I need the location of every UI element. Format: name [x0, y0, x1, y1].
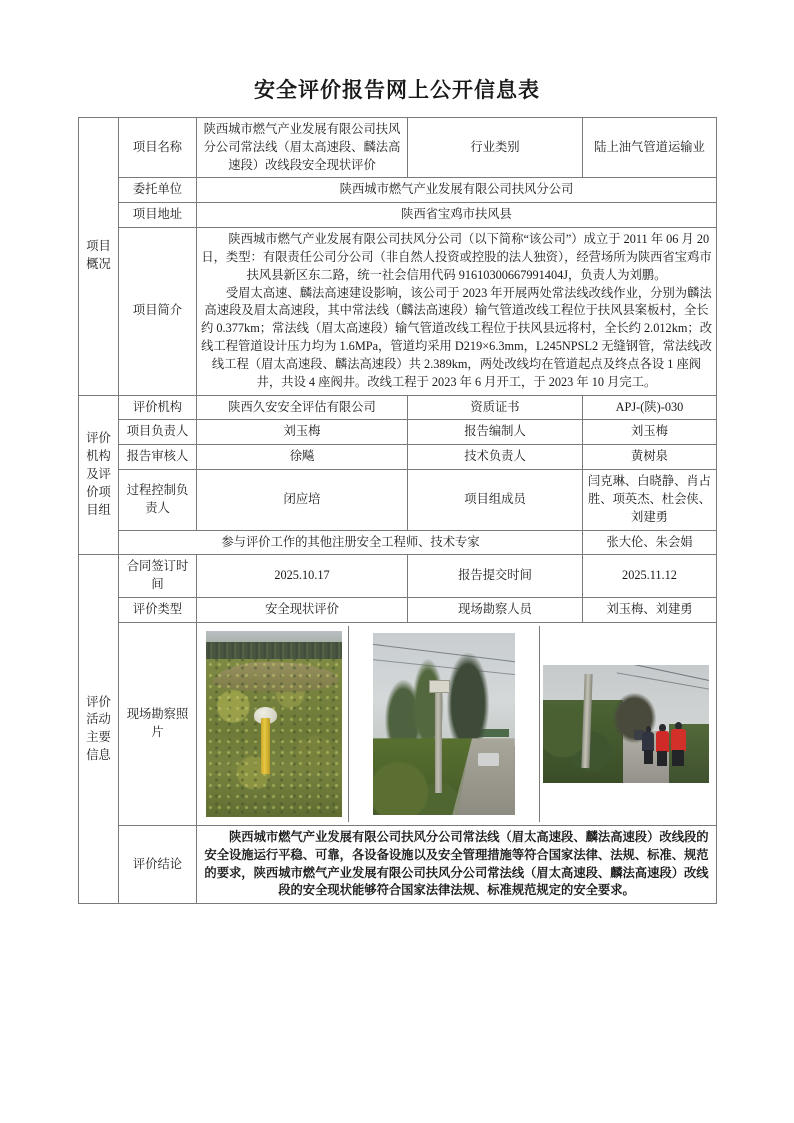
photo-pipeline-marker-field [206, 631, 342, 817]
table-row-conclusion [79, 825, 717, 903]
value-contract-sign-time: 2025.10.17 [197, 555, 408, 598]
label-qualification-cert: 资质证书 [408, 395, 583, 420]
table-row-process-control [79, 470, 717, 530]
table-row-report-reviewer [79, 445, 717, 470]
value-industry-category: 陆上油气管道运输业 [583, 118, 717, 178]
table-row-other-experts [79, 530, 717, 555]
label-report-preparer: 报告编制人 [408, 420, 583, 445]
label-site-survey-staff: 现场勘察人员 [408, 598, 583, 623]
photo-cell-3 [540, 626, 712, 822]
label-process-control-leader: 过程控制负责人 [119, 470, 197, 530]
table-row-agency [79, 395, 717, 420]
value-team-members: 闫克琳、白晓静、肖占胜、项英杰、杜会侠、刘建勇 [583, 470, 717, 530]
project-brief-paragraph-1: 陕西城市燃气产业发展有限公司扶风分公司（以下简称“该公司”）成立于 2011 年 06 月 20 日，类型：有限责任公司分公司（非自然人投资或控股的法人独资），经营场所为陕西省宝鸡市扶风县新区东二路，统一社会信用代码 91610300667991404J，负责人为刘鹏。 [201, 232, 712, 282]
label-client-unit: 委托单位 [119, 178, 197, 203]
value-process-control-leader: 闭应培 [197, 470, 408, 530]
label-report-reviewer: 报告审核人 [119, 445, 197, 470]
photo-marker-post-roadside [373, 633, 515, 815]
value-site-survey-staff: 刘玉梅、刘建勇 [583, 598, 717, 623]
value-other-experts: 张大伦、朱会娟 [583, 530, 717, 555]
label-industry-category: 行业类别 [408, 118, 583, 178]
value-qualification-cert: APJ-(陕)-030 [583, 395, 717, 420]
group-label-project-overview: 项目概况 [79, 118, 119, 396]
label-evaluation-type: 评价类型 [119, 598, 197, 623]
table-row-project-leader [79, 420, 717, 445]
value-project-leader: 刘玉梅 [197, 420, 408, 445]
conclusion-paragraph: 陕西城市燃气产业发展有限公司扶风分公司常法线（眉太高速段、麟法高速段）改线段的安全设施运行平稳、可靠，各设备设施以及安全管理措施等符合国家法律、法规、标准、规范的要求，陕西城市燃气产业发展有限公司扶风分公司常法线（眉太高速段、麟法高速段）改线段的安全现状能够符合国家法律法规、标准规范规定的安全要求。 [204, 829, 709, 898]
group-label-agency-team: 评价机构及评价项目组 [79, 395, 119, 555]
group-label-activity-info: 评价活动主要信息 [79, 555, 119, 904]
photo-cell-1 [201, 626, 349, 822]
label-site-survey-photos: 现场勘察照片 [119, 622, 197, 825]
public-disclosure-table [78, 117, 717, 904]
site-survey-photo-group [197, 622, 717, 825]
value-report-submit-time: 2025.11.12 [583, 555, 717, 598]
table-row-client-unit [79, 178, 717, 203]
value-report-reviewer: 徐飚 [197, 445, 408, 470]
table-row-project-address [79, 203, 717, 228]
label-technical-leader: 技术负责人 [408, 445, 583, 470]
value-project-name: 陕西城市燃气产业发展有限公司扶风分公司常法线（眉太高速段、麟法高速段）改线段安全现状评价 [197, 118, 408, 178]
table-row-evaluation-type [79, 598, 717, 623]
page-title: 安全评价报告网上公开信息表 [254, 79, 540, 102]
label-evaluation-agency: 评价机构 [119, 395, 197, 420]
value-technical-leader: 黄树泉 [583, 445, 717, 470]
photo-cell-2 [349, 626, 540, 822]
value-evaluation-type: 安全现状评价 [197, 598, 408, 623]
project-brief-paragraph-2: 受眉太高速、麟法高速建设影响，该公司于 2023 年开展两处常法线改线作业，分别为麟法高速段及眉太高速段，其中常法线（麟法高速段）输气管道改线工程位于扶风县案板村，全长约 0.377km；常法线（眉太高速段）输气管道改线工程位于扶风县远将村，全长约 2.012km；改线工程管道设计压力均为 1.6MPa，管道均采用 D219×6.3mm，L245NPSL2 无缝钢管，常法线改线工程（眉太高速段、麟法高速段）共 2.389km，两处改线均在管道起点及终点各设 1 座阀井，共设 4 座阀井。改线工程于 2023 年 6 月开工，于 2023 年 10 月完工。 [201, 285, 713, 389]
value-report-preparer: 刘玉梅 [583, 420, 717, 445]
value-evaluation-conclusion [197, 825, 717, 903]
label-project-address: 项目地址 [119, 203, 197, 228]
value-evaluation-agency: 陕西久安安全评估有限公司 [197, 395, 408, 420]
label-other-experts: 参与评价工作的其他注册安全工程师、技术专家 [119, 530, 583, 555]
label-report-submit-time: 报告提交时间 [408, 555, 583, 598]
table-row-project-brief [79, 228, 717, 395]
label-team-members: 项目组成员 [408, 470, 583, 530]
label-project-brief: 项目简介 [119, 228, 197, 395]
table-row-site-photos [79, 622, 717, 825]
label-project-name: 项目名称 [119, 118, 197, 178]
value-client-unit: 陕西城市燃气产业发展有限公司扶风分公司 [197, 178, 717, 203]
label-contract-sign-time: 合同签订时间 [119, 555, 197, 598]
label-evaluation-conclusion: 评价结论 [119, 825, 197, 903]
table-row-contract-time [79, 555, 717, 598]
value-project-brief [197, 228, 717, 395]
value-project-address: 陕西省宝鸡市扶风县 [197, 203, 717, 228]
table-row-project-name [79, 118, 717, 178]
label-project-leader: 项目负责人 [119, 420, 197, 445]
photo-survey-staff-on-road [543, 665, 709, 783]
